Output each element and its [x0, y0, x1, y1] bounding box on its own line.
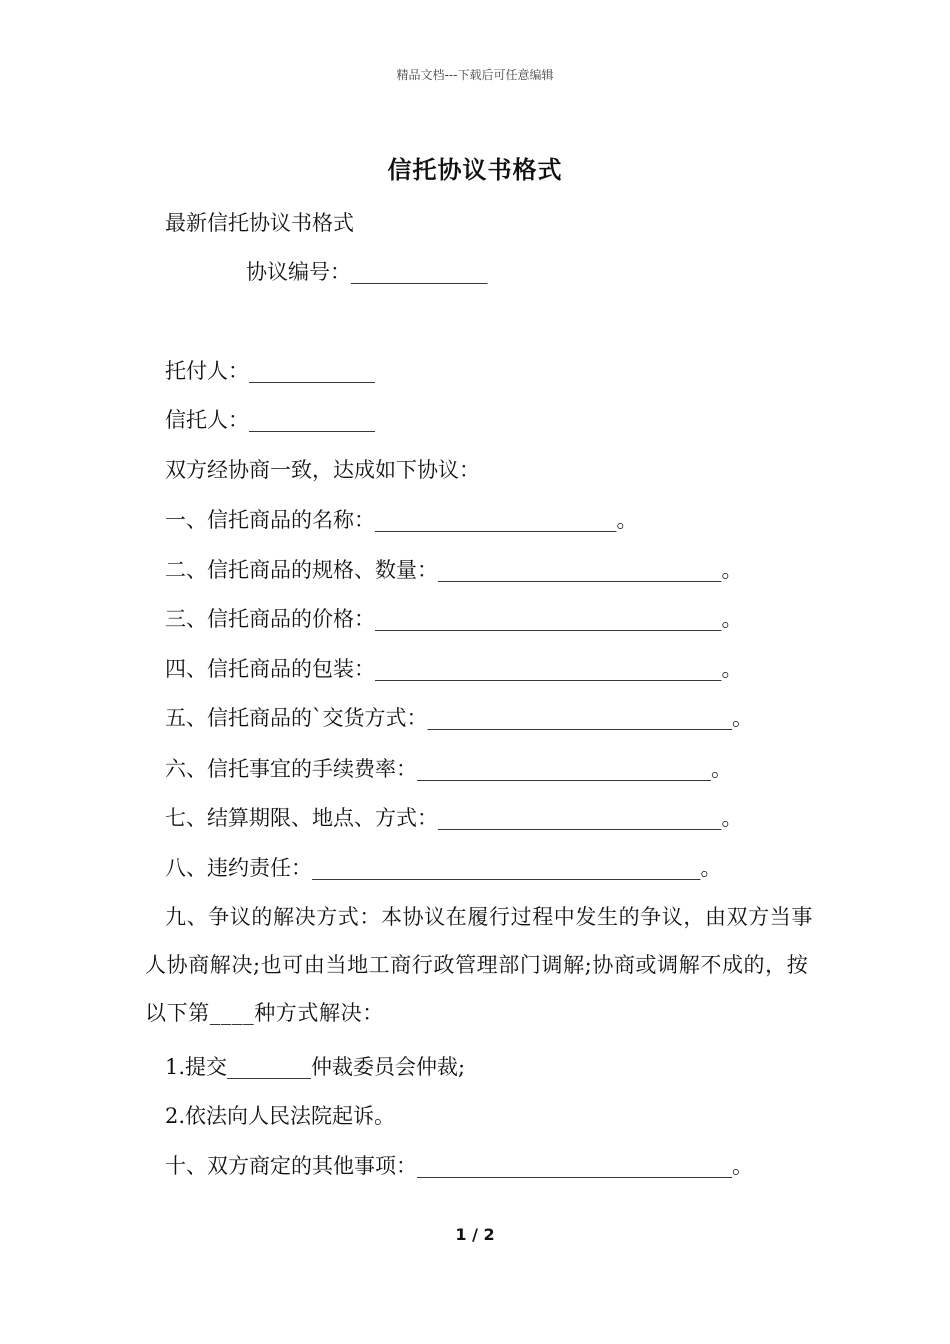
trustee-field: 信托人：____________	[165, 408, 375, 432]
dispute-option-2: 2.依法向人民法院起诉。	[165, 1104, 396, 1128]
clause-9-paragraph: 九、争议的解决方式：本协议在履行过程中发生的争议，由双方当事人协商解决;也可由当地工商行政管理部门调解;协商或调解不成的，按以下第____种方式解决：	[145, 905, 813, 1025]
clause-6: 六、信托事宜的手续费率：____________________________。	[165, 757, 732, 781]
intro-text: 双方经协商一致，达成如下协议：	[165, 458, 480, 482]
clause-8: 八、违约责任：_____________________________________。	[165, 856, 722, 880]
clause-2: 二、信托商品的规格、数量：___________________________。	[165, 558, 743, 582]
clause-3: 三、信托商品的价格：_________________________________。	[165, 607, 743, 631]
clause-4: 四、信托商品的包装：_________________________________。	[165, 657, 743, 681]
dispute-option-1: 1.提交________仲裁委员会仲裁;	[165, 1055, 466, 1079]
clause-1: 一、信托商品的名称：_______________________。	[165, 508, 638, 532]
clause-10: 十、双方商定的其他事项：______________________________。	[165, 1154, 753, 1178]
clause-7: 七、结算期限、地点、方式：___________________________。	[165, 806, 743, 830]
document-subtitle: 最新信托协议书格式	[165, 211, 354, 235]
page-number: 1 / 2	[455, 1225, 495, 1244]
agreement-number-field: 协议编号：_____________	[246, 260, 488, 284]
page-header: 精品文档---下载后可任意编辑	[396, 68, 554, 82]
consignor-field: 托付人：____________	[165, 359, 375, 383]
document-title: 信托协议书格式	[387, 155, 563, 184]
clause-5: 五、信托商品的`交货方式：_____________________________。	[165, 706, 753, 730]
